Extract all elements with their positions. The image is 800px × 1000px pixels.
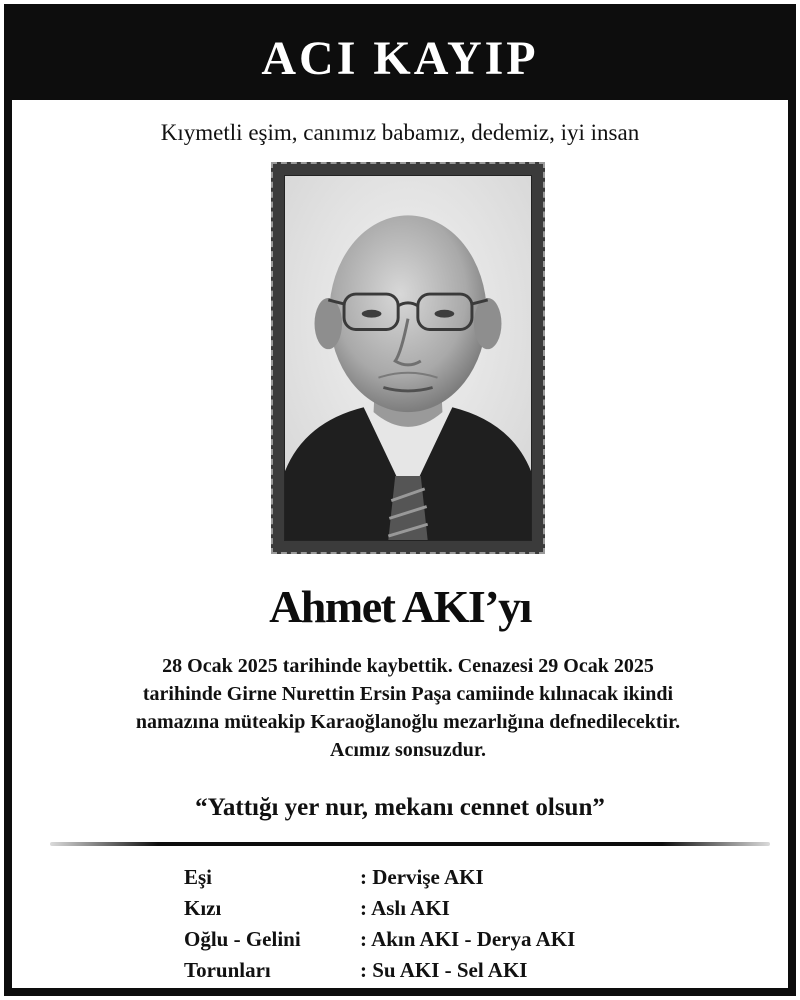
family-row (184, 924, 575, 955)
announcement-text (52, 652, 764, 764)
portrait-photo (284, 175, 532, 541)
family-role: Eşi (184, 865, 213, 889)
prayer-quote: “Yattığı yer nur, mekanı cennet olsun” (195, 794, 605, 821)
announcement-line: tarihinde Girne Nurettin Ersin Paşa camiinde kılınacak ikindi (142, 683, 674, 705)
family-list (184, 862, 575, 986)
portrait-icon (285, 176, 531, 540)
header-banner (12, 12, 788, 100)
family-names: : Su AKI - Sel AKI (360, 958, 528, 982)
family-names: : Aslı AKI (360, 896, 450, 920)
family-row (184, 862, 575, 893)
photo-frame (271, 162, 545, 554)
announcement-line: 28 Ocak 2025 tarihinde kaybettik. Cenazesi 29 Ocak 2025 (162, 655, 654, 677)
family-names: : Akın AKI - Derya AKI (360, 927, 576, 951)
subtitle: Kıymetli eşim, canımız babamız, dedemiz, iyi insan (160, 120, 640, 145)
family-role: Oğlu - Gelini (184, 927, 301, 951)
deceased-name: Ahmet AKI’yı (269, 581, 531, 632)
announcement-line: namazına müteakip Karaoğlanoğlu mezarlığına defnedilecektir. (135, 711, 681, 733)
header-title: ACI KAYIP (261, 31, 539, 85)
family-role: Torunları (184, 958, 271, 982)
family-row (184, 893, 575, 924)
obituary-frame (4, 4, 796, 996)
family-role: Kızı (184, 896, 222, 920)
announcement-line: Acımız sonsuzdur. (330, 739, 486, 761)
family-names: : Dervişe AKI (360, 865, 484, 889)
family-row (184, 955, 575, 986)
divider (50, 842, 770, 846)
